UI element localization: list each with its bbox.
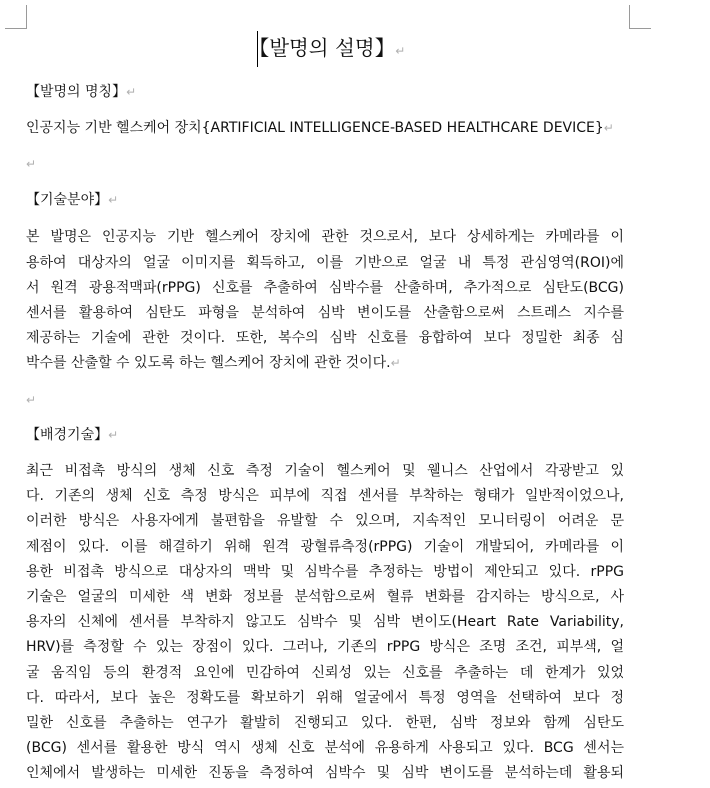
text-line: 다. 따라서, 보다 높은 정확도를 확보하기 위해 얼굴에서 특정 영역을 선택하여 보다 정 [26,690,624,706]
section-heading-name[interactable]: 【발명의 명칭】↵ [26,84,137,100]
text-line: 제공하는 기술에 관한 것이다. 또한, 복수의 심박 신호를 융합하여 보다 정밀한 최종 심 [26,330,624,346]
text-line: 용자의 신체에 센서를 부착하지 않고도 심박수 및 심박 변이도(Heart Rate Variability, [26,614,624,630]
paragraph-mark-icon: ↵ [395,44,406,58]
text-line: 본 발명은 인공지능 기반 헬스케어 장치에 관한 것으로서, 보다 상세하게는 카메라를 이 [26,229,624,245]
paragraph-mark-icon: ↵ [108,193,119,207]
text-line: 인체에서 발생하는 미세한 진동을 측정하여 심박수 및 심박 변이도를 분석하는데 활용되 [26,765,624,781]
text-line: 제점이 있다. 이를 해결하기 위해 원격 광혈류측정(rPPG) 기술이 개발되어, 카메라를 이 [26,539,624,555]
text-line: 다. 기존의 생체 신호 측정 방식은 피부에 직접 센서를 부착하는 형태가 일반적이었으나, [26,488,624,504]
section-heading-field[interactable]: 【기술분야】↵ [26,192,119,208]
paragraph-mark-icon: ↵ [390,356,401,370]
text-line: 기술은 얼굴의 미세한 색 변화 정보를 분석함으로써 혈류 변화를 감지하는 방식으로, 사 [26,589,624,605]
document-title[interactable]: 【발명의 설명】↵ [248,36,406,60]
empty-paragraph-mark-icon: ↵ [26,393,37,407]
text-line: 최근 비접촉 방식의 생체 신호 측정 기술이 헬스케어 및 웰니스 산업에서 각광받고 있 [26,463,624,479]
crop-mark-top-left [5,5,27,29]
invention-name[interactable]: 인공지능 기반 헬스케어 장치{ARTIFICIAL INTELLIGENCE-BASED HEALTHCARE DEVICE}↵ [26,120,614,136]
text-line: 용하여 대상자의 얼굴 이미지를 획득하고, 이를 기반으로 얼굴 내 특정 관심영역(ROI)에 [26,255,624,271]
text-line: 굴 움직임 등의 환경적 요인에 민감하여 신뢰성 있는 신호를 추출하는 데 한계가 있었 [26,665,624,681]
paragraph-mark-icon: ↵ [108,428,119,442]
text-line: 박수를 산출할 수 있도록 하는 헬스케어 장치에 관한 것이다.↵ [26,355,401,371]
paragraph-mark-icon: ↵ [603,121,614,135]
text-line: HRV)를 측정할 수 있는 장점이 있다. 그러나, 기존의 rPPG 방식은 조명 조건, 피부색, 얼 [26,639,624,655]
crop-mark-top-right [629,5,651,29]
text-line: 센서를 활용하여 심탄도 파형을 분석하여 심박 변이도를 산출함으로써 스트레스 지수를 [26,305,624,321]
text-line: 용한 비접촉 방식으로 대상자의 맥박 및 심박수를 추정하는 방법이 제안되고 있다. rPPG [26,564,624,580]
text-line: (BCG) 센서를 활용한 방식 역시 생체 신호 분석에 유용하게 사용되고 있다. BCG 센서는 [26,740,624,756]
text-line: 이러한 방식은 사용자에게 불편함을 유발할 수 있으며, 지속적인 모니터링이 어려운 문 [26,513,624,529]
text-line: 서 원격 광용적맥파(rPPG) 신호를 추출하여 심박수를 산출하며, 추가적으로 심탄도(BCG) [26,280,624,296]
paragraph-mark-icon: ↵ [126,85,137,99]
text-line: 밀한 신호를 추출하는 연구가 활발히 진행되고 있다. 한편, 심박 정보와 함께 심탄도 [26,715,624,731]
section-heading-background[interactable]: 【배경기술】↵ [26,427,119,443]
empty-paragraph-mark-icon: ↵ [26,157,37,171]
